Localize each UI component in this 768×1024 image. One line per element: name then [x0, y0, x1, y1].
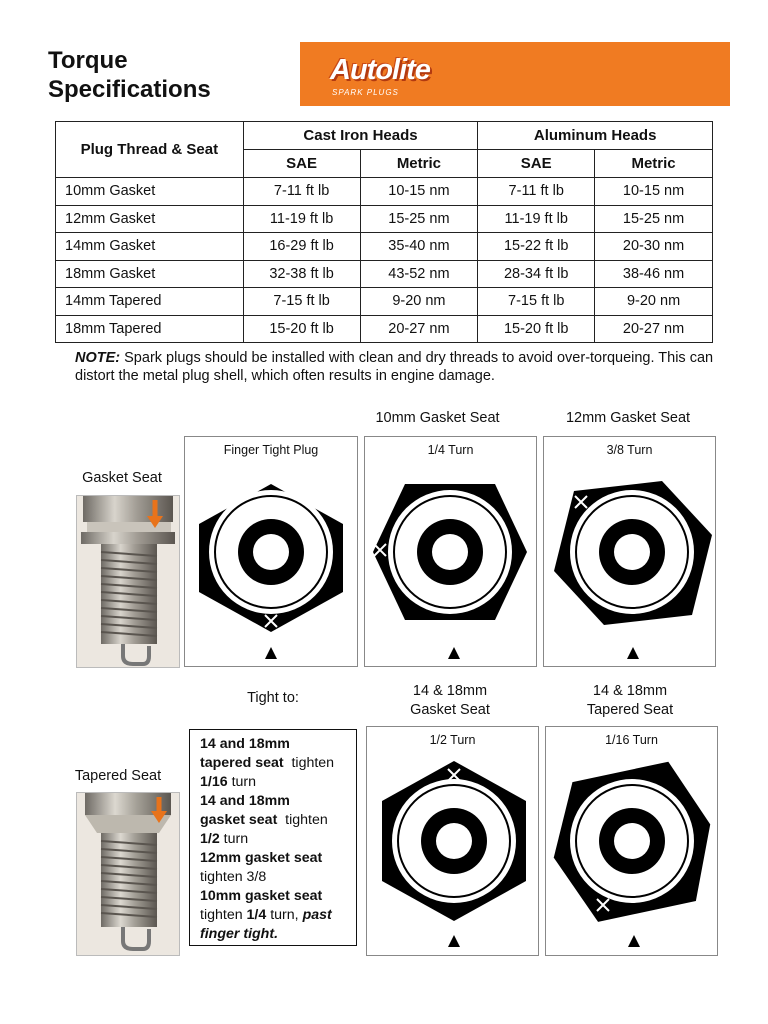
cell-al-metric: 38-46 nm: [595, 260, 713, 288]
cell-ci-sae: 11-19 ft lb: [243, 205, 360, 233]
cell-al-metric: 10-15 nm: [595, 178, 713, 206]
instruction-text: turn,: [266, 907, 303, 923]
instruction-text: turn: [227, 774, 257, 790]
label-line: 14 & 18mm: [592, 683, 668, 699]
instruction-text: tighten 3/8: [200, 869, 267, 885]
instruction-text: finger tight.: [200, 926, 279, 942]
instruction-text: 1/4: [246, 907, 267, 923]
label-10mm-gasket-seat: 10mm Gasket Seat: [375, 410, 500, 426]
reference-triangle-icon: [628, 935, 640, 947]
label-12mm-gasket-seat: 12mm Gasket Seat: [565, 410, 691, 426]
cell-al-metric: 9-20 nm: [595, 288, 713, 316]
instruction-text: past: [302, 907, 332, 923]
instruction-text: 1/2: [200, 831, 220, 847]
instruction-gasket-10: [200, 887, 356, 944]
brand-tagline: SPARK PLUGS: [332, 88, 399, 97]
panel-caption-finger-tight: Finger Tight Plug: [223, 443, 319, 457]
header-cast-iron: Cast Iron Heads: [243, 122, 478, 150]
cell-ci-sae: 7-11 ft lb: [243, 178, 360, 206]
instruction-text: tighten: [200, 907, 247, 923]
page-title: [48, 46, 211, 104]
label-gasket-seat: Gasket Seat: [82, 470, 162, 486]
hex-nut-icon: [373, 484, 527, 620]
cell-ci-metric: 35-40 nm: [360, 233, 478, 261]
cell-ci-metric: 10-15 nm: [360, 178, 478, 206]
panel-caption-half-turn: 1/2 Turn: [429, 733, 476, 747]
cell-ci-sae: 15-20 ft lb: [243, 315, 360, 343]
hex-nut-icon: [199, 484, 343, 632]
cell-al-sae: 11-19 ft lb: [478, 205, 595, 233]
panel-finger-tight: [184, 436, 358, 667]
instruction-text: 14 and 18mm: [200, 793, 290, 809]
header-al-sae: SAE: [478, 150, 595, 178]
instruction-text: 12mm gasket seat: [200, 850, 323, 866]
cell-ci-metric: 9-20 nm: [360, 288, 478, 316]
cell-al-sae: 7-11 ft lb: [478, 178, 595, 206]
reference-triangle-icon: [448, 935, 460, 947]
label-line: 14 & 18mm: [412, 683, 488, 699]
cell-plug: 10mm Gasket: [56, 178, 244, 206]
label-tapered-seat: Tapered Seat: [74, 768, 162, 784]
reference-triangle-icon: [448, 647, 460, 659]
instructions-box: [189, 729, 357, 946]
cell-plug: 18mm Tapered: [56, 315, 244, 343]
gasket-seat-plug-image: [76, 495, 180, 668]
instruction-text: 10mm gasket seat: [200, 888, 323, 904]
cell-al-sae: 15-20 ft lb: [478, 315, 595, 343]
instruction-text: tighten: [277, 812, 328, 828]
table-row: [56, 178, 713, 206]
instruction-gasket-14-18: [200, 792, 356, 849]
reference-triangle-icon: [265, 647, 277, 659]
panel-caption-quarter-turn: 1/4 Turn: [427, 443, 474, 457]
instruction-text: 1/16: [200, 774, 228, 790]
panel-caption-one-sixteenth-turn: 1/16 Turn: [605, 733, 658, 747]
cell-al-metric: 20-30 nm: [595, 233, 713, 261]
panel-half-turn: [366, 726, 539, 956]
instruction-text: tighten: [283, 755, 335, 771]
cell-al-metric: 15-25 nm: [595, 205, 713, 233]
cell-plug: 18mm Gasket: [56, 260, 244, 288]
instruction-text: tapered seat: [200, 755, 284, 771]
table-row: [56, 260, 713, 288]
cell-ci-sae: 7-15 ft lb: [243, 288, 360, 316]
header-al-metric: Metric: [595, 150, 713, 178]
cell-al-sae: 7-15 ft lb: [478, 288, 595, 316]
panel-one-sixteenth-turn: [545, 726, 718, 956]
torque-table: [55, 121, 713, 343]
header-aluminum: Aluminum Heads: [478, 122, 713, 150]
table-row: [56, 205, 713, 233]
panel-quarter-turn: [364, 436, 537, 667]
instruction-tapered: [200, 735, 356, 792]
cell-ci-sae: 16-29 ft lb: [243, 233, 360, 261]
cell-al-sae: 15-22 ft lb: [478, 233, 595, 261]
instruction-gasket-12: [200, 849, 356, 887]
note-paragraph: [75, 349, 735, 385]
cell-al-metric: 20-27 nm: [595, 315, 713, 343]
tapered-seat-plug-image: [76, 792, 180, 956]
table-row: [56, 288, 713, 316]
label-14-18-gasket-seat: [370, 682, 530, 720]
cell-plug: 14mm Tapered: [56, 288, 244, 316]
panel-three-eighths-turn: [543, 436, 716, 667]
label-line: Tapered Seat: [586, 702, 674, 718]
cell-plug: 12mm Gasket: [56, 205, 244, 233]
table-row: [56, 315, 713, 343]
hex-nut-icon: [382, 761, 526, 921]
header-ci-sae: SAE: [243, 150, 360, 178]
hex-nut-icon: [554, 481, 712, 625]
label-14-18-tapered-seat: [550, 682, 710, 720]
note-label: NOTE:: [75, 350, 121, 366]
note-text: Spark plugs should be installed with clean and dry threads to avoid over-torqueing. This can distort the metal plug shell, which often results in engine damage.: [75, 350, 714, 384]
instruction-text: 14 and 18mm: [200, 736, 290, 752]
instruction-text: turn: [219, 831, 249, 847]
cell-ci-sae: 32-38 ft lb: [243, 260, 360, 288]
cell-plug: 14mm Gasket: [56, 233, 244, 261]
header-plug-thread: Plug Thread & Seat: [56, 122, 244, 178]
header-ci-metric: Metric: [360, 150, 478, 178]
brand-banner: [300, 42, 730, 106]
label-line: Gasket Seat: [410, 702, 490, 718]
table-row: [56, 233, 713, 261]
cell-ci-metric: 43-52 nm: [360, 260, 478, 288]
cell-ci-metric: 15-25 nm: [360, 205, 478, 233]
title-line-1: Torque: [48, 47, 128, 74]
label-tight-to: Tight to:: [247, 690, 299, 706]
panel-caption-three-eighths-turn: 3/8 Turn: [606, 443, 653, 457]
cell-al-sae: 28-34 ft lb: [478, 260, 595, 288]
title-line-2: Specifications: [48, 76, 211, 103]
hex-nut-icon: [546, 756, 717, 928]
brand-logo: Autolite: [330, 54, 430, 86]
reference-triangle-icon: [627, 647, 639, 659]
instruction-text: gasket seat: [200, 812, 278, 828]
cell-ci-metric: 20-27 nm: [360, 315, 478, 343]
